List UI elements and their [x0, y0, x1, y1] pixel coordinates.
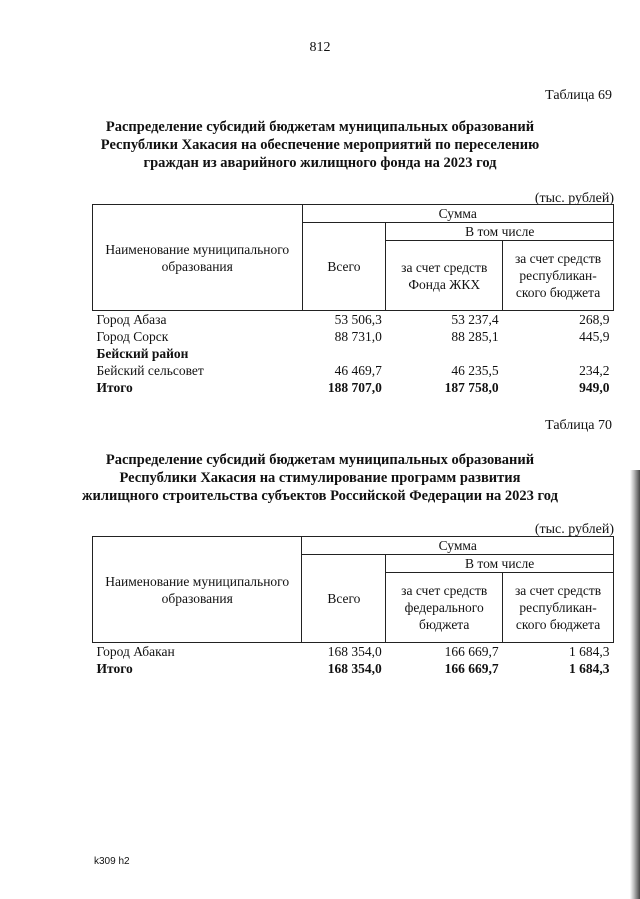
row-col-a	[386, 345, 503, 362]
row-col-a: 53 237,4	[451, 312, 499, 327]
table-69-title: Распределение субсидий бюджетам муниципальных образований Республики Хакасия на обеспечение мероприятий по переселению граждан из аварийного жилищного фонда на 2023 год	[100, 119, 540, 171]
table-70-units: (тыс. рублей)	[534, 522, 614, 537]
row-total	[302, 345, 386, 362]
header-col-a: за счет средств Фонда ЖКХ	[386, 241, 503, 311]
header-name-col: Наименование муниципального образования	[93, 205, 303, 311]
row-total: 46 469,7	[334, 363, 382, 378]
table-row-total	[93, 660, 614, 677]
header-name-col: Наименование муниципального образования	[93, 537, 302, 643]
table-69-units: (тыс. рублей)	[534, 191, 614, 206]
row-name: Итого	[96, 380, 133, 395]
table-row-group	[93, 345, 614, 362]
header-col-b: за счет средств республикан-ского бюджета	[503, 573, 614, 643]
table-69	[92, 204, 614, 396]
row-col-a: 46 235,5	[451, 363, 499, 378]
row-name: Бейский сельсовет	[96, 363, 204, 378]
row-total: 188 707,0	[327, 380, 382, 395]
row-total: 168 354,0	[327, 661, 382, 676]
table-row-total	[93, 379, 614, 396]
row-name: Город Сорск	[96, 329, 169, 344]
row-col-b	[503, 345, 614, 362]
row-col-a: 166 669,7	[444, 661, 499, 676]
header-including: В том числе	[386, 223, 614, 241]
row-col-a: 187 758,0	[444, 380, 499, 395]
table-70-title: Распределение субсидий бюджетам муниципальных образований Республики Хакасия на стимулирование программ развития жилищного строительства субъектов Российской Федерации на 2023 год	[82, 452, 558, 504]
footer-code: k309 h2	[94, 856, 130, 867]
row-col-b: 234,2	[579, 363, 610, 378]
header-col-b: за счет средств республикан-ского бюджета	[503, 241, 614, 311]
header-col-a: за счет средств федерального бюджета	[386, 573, 503, 643]
row-total: 88 731,0	[334, 329, 382, 344]
table-70-label: Таблица 70	[545, 418, 612, 433]
row-name: Итого	[96, 661, 133, 676]
header-including: В том числе	[386, 555, 614, 573]
scan-edge-shadow	[630, 470, 640, 899]
row-total: 53 506,3	[334, 312, 382, 327]
table-row	[93, 328, 614, 345]
table-70	[92, 536, 614, 677]
header-total-col: Всего	[302, 223, 386, 311]
table-69-label: Таблица 69	[545, 88, 612, 103]
row-col-a: 166 669,7	[444, 644, 499, 659]
table-row	[93, 362, 614, 379]
row-col-b: 949,0	[579, 380, 610, 395]
row-col-b: 1 684,3	[569, 661, 610, 676]
header-total-col: Всего	[302, 555, 386, 643]
row-name: Город Абаза	[96, 312, 167, 327]
table-row	[93, 643, 614, 661]
header-sum: Сумма	[302, 537, 614, 555]
row-col-a: 88 285,1	[451, 329, 499, 344]
row-col-b: 268,9	[579, 312, 610, 327]
table-row	[93, 311, 614, 329]
row-total: 168 354,0	[327, 644, 382, 659]
page-number: 812	[309, 40, 331, 55]
row-name: Город Абакан	[96, 644, 175, 659]
row-name: Бейский район	[96, 346, 189, 361]
header-sum: Сумма	[302, 205, 613, 223]
row-col-b: 1 684,3	[569, 644, 610, 659]
row-col-b: 445,9	[579, 329, 610, 344]
